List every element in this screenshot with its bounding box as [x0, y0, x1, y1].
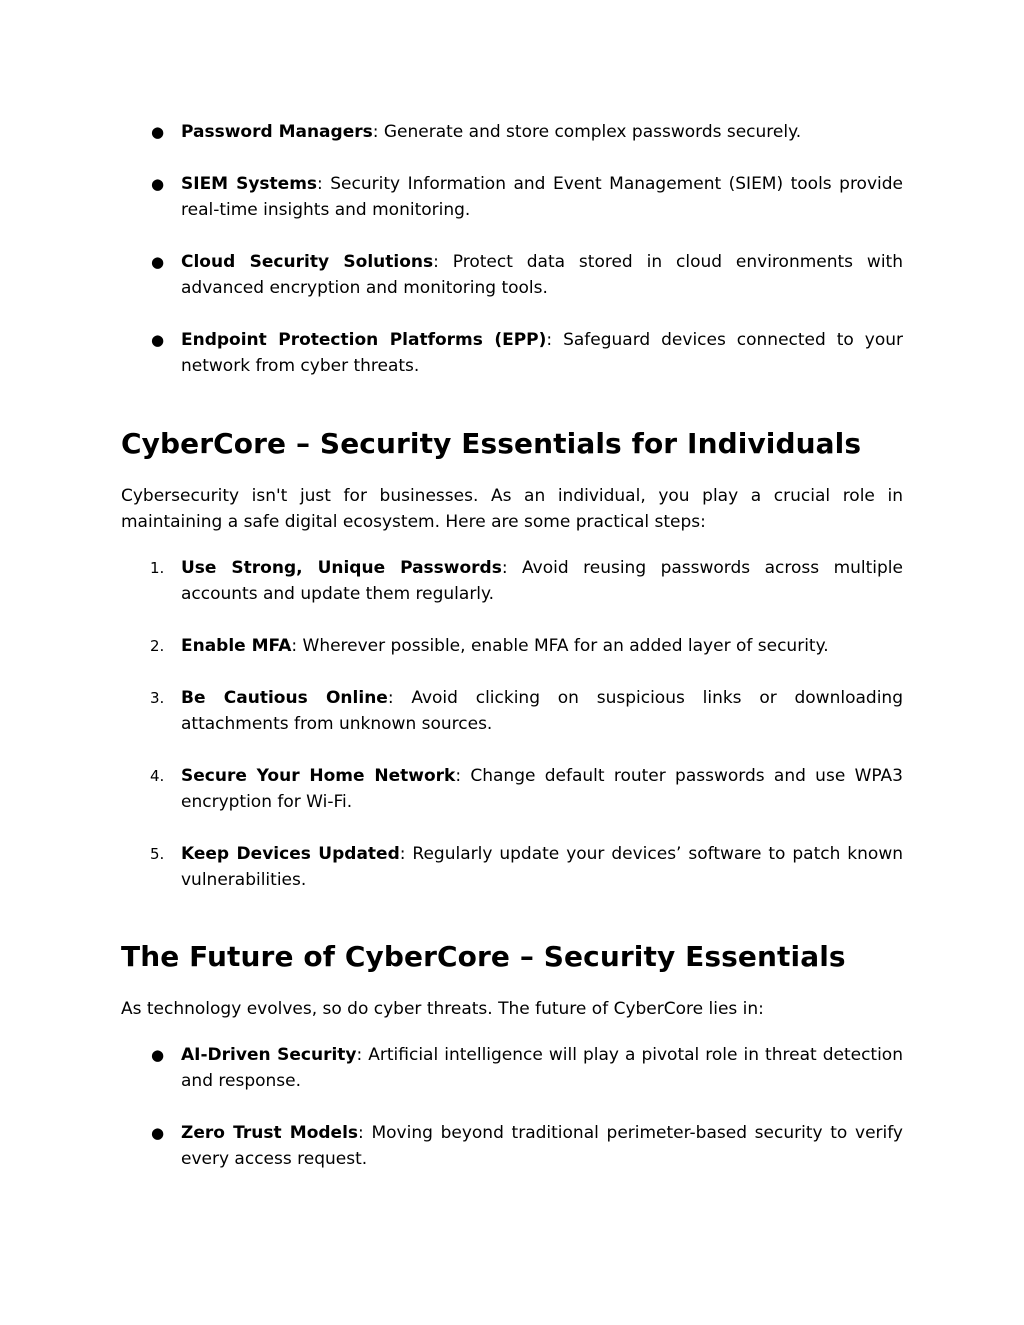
- list-item-term: AI-Driven Security: [181, 1045, 357, 1065]
- list-item-desc: : Change default router passwords and use WPA3 encryption for Wi-Fi.: [181, 766, 903, 812]
- list-item: [121, 841, 903, 893]
- list-item: [121, 555, 903, 607]
- bullet-marker: ●: [151, 331, 165, 349]
- future-list: [121, 1042, 903, 1172]
- section-intro-individuals: Cybersecurity isn't just for businesses. As an individual, you play a crucial role in maintaining a safe digital ecosystem. Here are some practical steps:: [121, 486, 903, 532]
- list-item: [121, 685, 903, 737]
- list-item-desc: : Regularly update your devices’ software to patch known vulnerabilities.: [181, 844, 904, 890]
- list-item: [121, 633, 903, 659]
- bullet-marker: ●: [151, 253, 165, 271]
- steps-list: [121, 555, 903, 893]
- list-item-term: Endpoint Protection Platforms (EPP): [181, 330, 547, 350]
- list-item: [121, 763, 903, 815]
- bullet-marker: ●: [151, 1046, 165, 1064]
- section-heading-individuals: CyberCore – Security Essentials for Individuals: [121, 427, 862, 460]
- bullet-marker: ●: [151, 1124, 165, 1142]
- list-item-term: Be Cautious Online: [181, 688, 388, 708]
- list-number: 3.: [150, 689, 165, 707]
- list-item-term: Cloud Security Solutions: [181, 252, 434, 272]
- bullet-marker: ●: [151, 175, 165, 193]
- list-item: [121, 1120, 903, 1172]
- section-intro-future: As technology evolves, so do cyber threats. The future of CyberCore lies in:: [121, 999, 764, 1019]
- list-item-desc: : Moving beyond traditional perimeter-based security to verify every access request.: [181, 1123, 903, 1169]
- list-item: [121, 119, 903, 145]
- list-item: [121, 249, 903, 301]
- list-item-term: Password Managers: [181, 122, 373, 142]
- list-item-term: Secure Your Home Network: [181, 766, 456, 786]
- list-item-desc: : Safeguard devices connected to your network from cyber threats.: [181, 330, 903, 376]
- list-item-desc: : Security Information and Event Management (SIEM) tools provide real-time insights and monitoring.: [181, 174, 903, 220]
- list-item-desc: : Avoid clicking on suspicious links or downloading attachments from unknown sources.: [181, 688, 903, 734]
- list-number: 4.: [150, 767, 165, 785]
- list-item: [121, 1042, 903, 1094]
- list-item-term: Keep Devices Updated: [181, 844, 400, 864]
- list-item-term: SIEM Systems: [181, 174, 318, 194]
- list-item-desc: : Artificial intelligence will play a pivotal role in threat detection and response.: [181, 1045, 903, 1091]
- list-item-term: Use Strong, Unique Passwords: [181, 558, 502, 578]
- list-number: 2.: [150, 637, 165, 655]
- list-number: 1.: [150, 559, 165, 577]
- section-heading-future: The Future of CyberCore – Security Essentials: [121, 940, 846, 973]
- bullet-marker: ●: [151, 123, 165, 141]
- list-item-desc: : Generate and store complex passwords securely.: [372, 122, 802, 142]
- tools-list: [121, 119, 903, 379]
- list-number: 5.: [150, 845, 165, 863]
- list-item: [121, 327, 903, 379]
- list-item-term: Zero Trust Models: [181, 1123, 359, 1143]
- list-item-desc: : Avoid reusing passwords across multiple accounts and update them regularly.: [181, 558, 903, 604]
- list-item-term: Enable MFA: [181, 636, 292, 656]
- list-item-desc: : Protect data stored in cloud environments with advanced encryption and monitoring tools.: [181, 252, 903, 298]
- list-item-desc: : Wherever possible, enable MFA for an added layer of security.: [291, 636, 829, 656]
- list-item: [121, 171, 903, 223]
